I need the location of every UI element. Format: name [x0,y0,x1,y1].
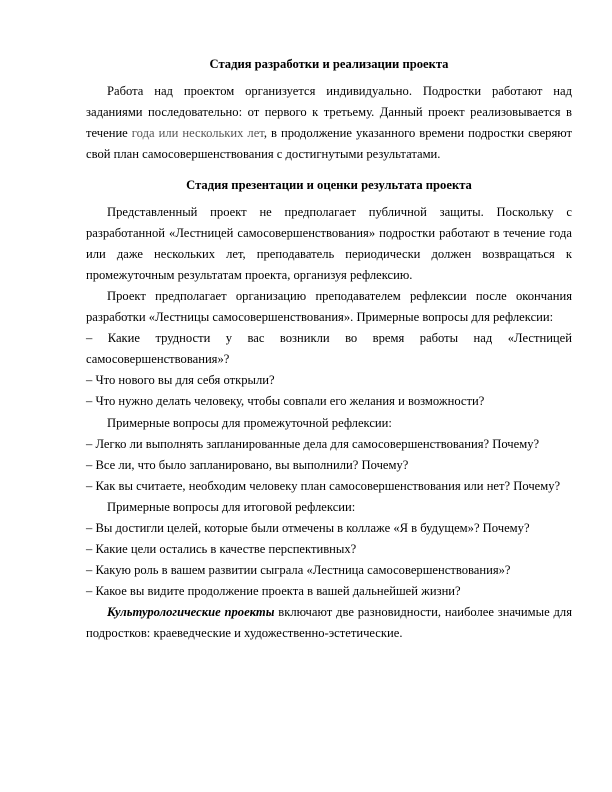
term-cultural-projects: Культурологические проекты [107,605,275,620]
question-item: – Что нужно делать человеку, чтобы совпали его желания и возможности? [86,394,485,409]
paragraph-text: Работа над проектом организуется индивидуально. Подростки работают над заданиями последовательно: от первого к третьему. Данный проект реализовывается в течение [86,84,572,141]
paragraph-cultural-projects [86,602,572,644]
paragraph-presentation-1: Представленный проект не предполагает публичной защиты. Поскольку с разработанной «Лестницей самосовершенствования» подростки работают в течение года или даже нескольких лет, преподаватель периодически должен возвращаться к промежуточным результатам проекта, организуя рефлексию. [86,204,572,282]
question-item: – Какие цели остались в качестве перспективных? [86,542,357,557]
document-page [86,54,572,645]
section-title-development: Стадия разработки и реализации проекта [209,57,449,71]
question-item: – Как вы считаете, необходим человеку план самосовершенствования или нет? Почему? [86,478,561,493]
question-item: – Какие трудности у вас возникли во время работы над «Лестницей самосовершенствования»? [86,331,572,367]
highlighted-text: года или нескольких лет [131,126,264,141]
question-item: – Все ли, что было запланировано, вы выполнили? Почему? [86,457,409,472]
question-item: – Вы достигли целей, которые были отмечены в коллаже «Я в будущем»? Почему? [86,520,530,535]
section-title-presentation: Стадия презентации и оценки результата проекта [186,178,472,193]
paragraph-text: , в продолжение указанного времени подростки сверяют свой план самосовершенствования с достигнутыми результатами. [86,126,573,162]
question-item: – Какое вы видите продолжение проекта в вашей дальнейшей жизни? [86,584,461,599]
question-item: – Легко ли выполнять запланированные дела для самосовершенствования? Почему? [86,436,540,451]
paragraph-development [86,81,572,165]
question-item: – Какую роль в вашем развитии сыграла «Лестница самосовершенствования»? [86,563,511,578]
intermediate-reflection-heading: Примерные вопросы для промежуточной рефлексии: [107,415,392,430]
paragraph-text: включают две разновидности, наиболее значимые для подростков: краеведческие и художественно-эстетические. [86,605,572,641]
question-item: – Что нового вы для себя открыли? [86,373,275,388]
final-reflection-heading: Примерные вопросы для итоговой рефлексии: [107,499,356,514]
paragraph-presentation-2: Проект предполагает организацию преподавателем рефлексии после окончания разработки «Лестницы самосовершенствования». Примерные вопросы для рефлексии: [86,288,572,325]
